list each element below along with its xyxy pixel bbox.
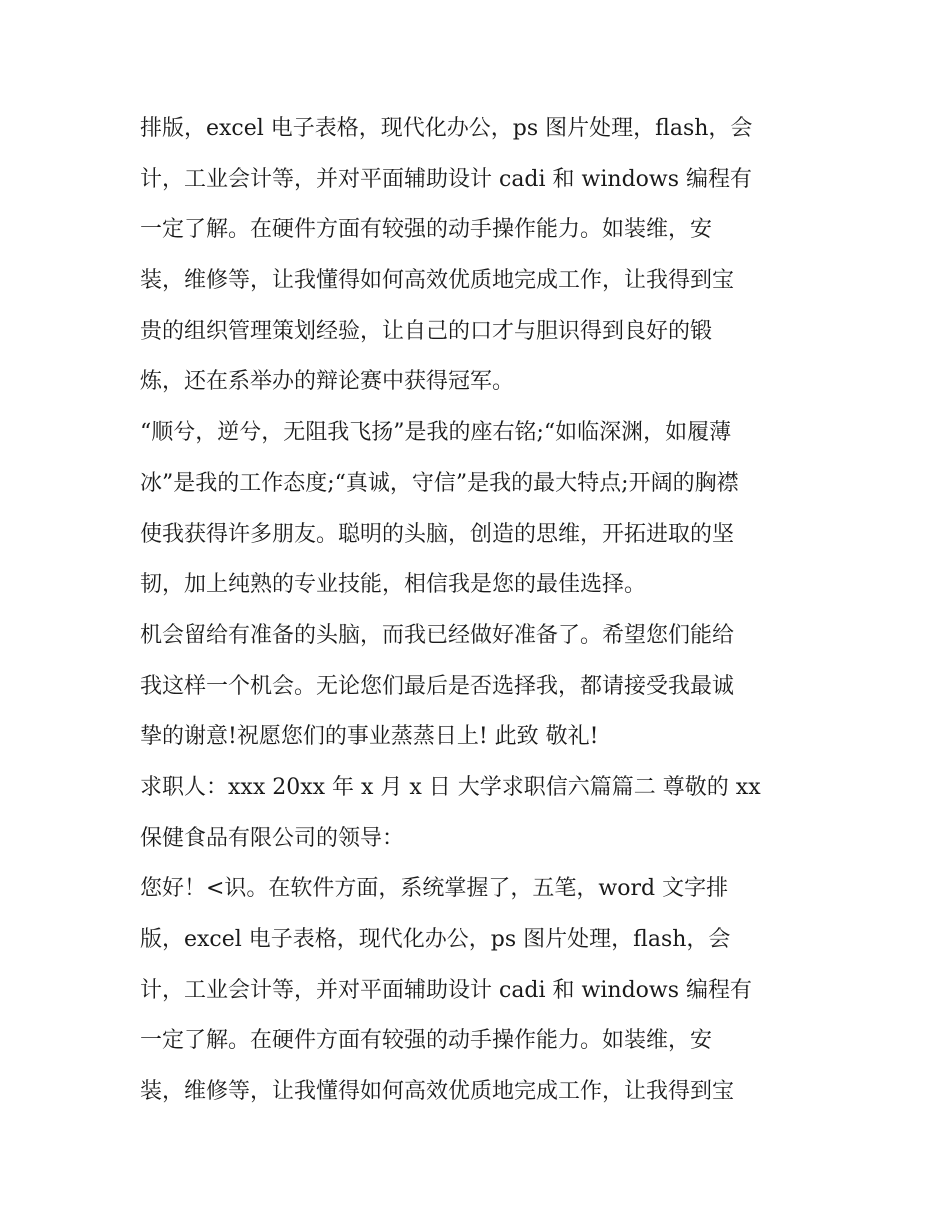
text-line: 排版，excel 电子表格，现代化办公，ps 图片处理，flash，会 <box>140 116 753 141</box>
document-body <box>140 104 830 1118</box>
text-line: 版，excel 电子表格，现代化办公，ps 图片处理，flash，会 <box>140 927 731 952</box>
text-line: 冰”是我的工作态度;“真诚，守信”是我的最大特点;开阔的胸襟 <box>140 470 739 496</box>
text-line: 您好！<识。在软件方面，系统掌握了，五笔，word 文字排 <box>140 876 729 902</box>
text-line: 装，维修等，让我懂得如何高效优质地完成工作，让我得到宝 <box>140 1079 735 1105</box>
text-line: 保健食品有限公司的领导： <box>140 825 405 851</box>
text-line: 炼，还在系举办的辩论赛中获得冠军。 <box>140 369 515 395</box>
text-line: 我这样一个机会。无论您们最后是否选择我，都请接受我最诚 <box>140 673 735 699</box>
text-line: 韧，加上纯熟的专业技能，相信我是您的最佳选择。 <box>140 572 647 598</box>
text-line: 使我获得许多朋友。聪明的头脑，创造的思维，开拓进取的坚 <box>140 521 735 547</box>
text-line: 一定了解。在硬件方面有较强的动手操作能力。如装维，安 <box>140 1028 713 1054</box>
text-line: 计，工业会计等，并对平面辅助设计 cadi 和 windows 编程有 <box>140 166 753 192</box>
text-line: 计，工业会计等，并对平面辅助设计 cadi 和 windows 编程有 <box>140 977 753 1003</box>
text-line: 一定了解。在硬件方面有较强的动手操作能力。如装维，安 <box>140 217 713 243</box>
text-line: 装，维修等，让我懂得如何高效优质地完成工作，让我得到宝 <box>140 268 735 294</box>
text-line: “顺兮，逆兮，无阻我飞扬”是我的座右铭;“如临深渊，如履薄 <box>140 420 732 446</box>
text-line: 贵的组织管理策划经验，让自己的口才与胆识得到良好的锻 <box>140 318 713 344</box>
text-line: 求职人：xxx 20xx 年 x 月 x 日 大学求职信六篇篇二 尊敬的 xx <box>140 774 761 800</box>
text-line: 机会留给有准备的头脑，而我已经做好准备了。希望您们能给 <box>140 622 735 648</box>
text-line: 挚的谢意!祝愿您们的事业蒸蒸日上! 此致 敬礼! <box>140 724 599 750</box>
